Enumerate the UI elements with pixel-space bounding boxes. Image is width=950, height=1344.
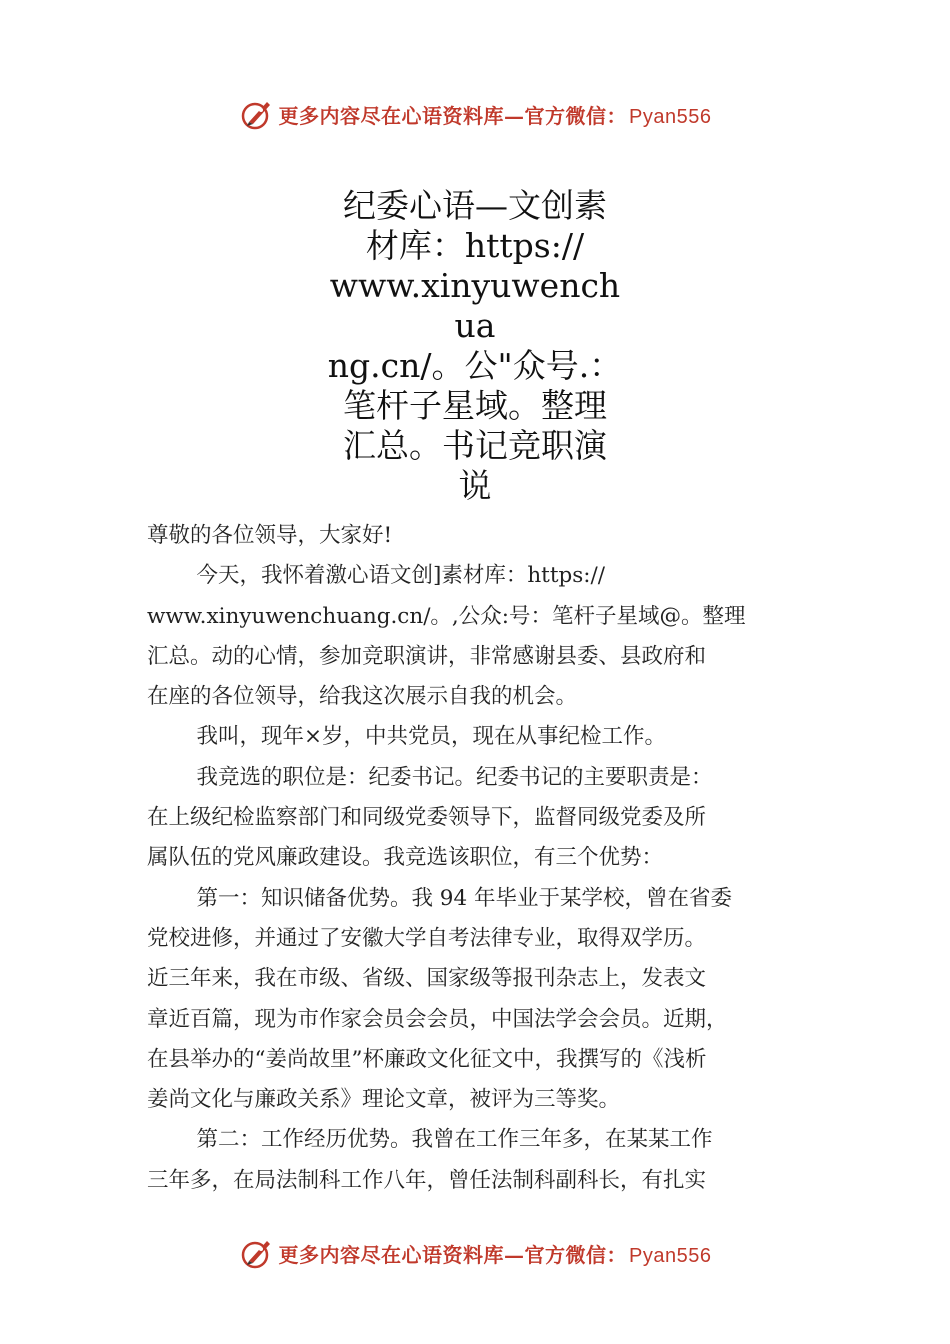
- document-title: [320, 186, 630, 506]
- quill-pen-logo-icon: [239, 1235, 275, 1271]
- paragraph-line: 属队伍的党风廉政建设。我竞选该职位，有三个优势：: [147, 845, 664, 871]
- paragraph-line: 我叫，现年×岁，中共党员，现在从事纪检工作。: [196, 724, 666, 750]
- paragraph-line: 在县举办的“姜尚故里”杯廉政文化征文中，我撰写的《浅析: [147, 1046, 707, 1072]
- paragraph-line: 在座的各位领导，给我这次展示自我的机会。: [147, 684, 578, 710]
- paragraph-line: 今天，我怀着激心语文创]素材库：https://: [196, 563, 605, 589]
- paragraph-line: 我竞选的职位是：纪委书记。纪委书记的主要职责是：: [196, 764, 713, 790]
- greeting: 尊敬的各位领导，大家好!: [147, 523, 393, 548]
- banner-text: 更多内容尽在心语资料库—官方微信： Pyan556: [278, 1242, 712, 1267]
- footer-watermark-banner: [0, 1233, 950, 1273]
- title-line: 汇总。书记竞职演: [343, 426, 607, 465]
- header-watermark-banner: [0, 94, 950, 134]
- paragraph-2: [147, 717, 813, 757]
- quill-pen-logo-icon: [239, 96, 275, 132]
- paragraph-line: www.xinyuwenchuang.cn/。,公众:号：笔杆子星域@。整理: [147, 603, 746, 629]
- paragraph-line: 三年多，在局法制科工作八年，曾任法制科副科长，有扎实: [147, 1167, 707, 1193]
- paragraph-3: [147, 758, 813, 879]
- title-line: 材库：https://: [365, 226, 585, 265]
- banner-handle: Pyan556: [629, 1244, 712, 1267]
- document-body: [147, 516, 813, 1201]
- banner-handle: Pyan556: [629, 105, 712, 128]
- paragraph-line: 近三年来，我在市级、省级、国家级等报刊杂志上，发表文: [147, 966, 707, 992]
- paragraph-line: 章近百篇，现为市作家会员会会员，中国法学会会员。近期，: [147, 1006, 728, 1032]
- paragraph-line: 在上级纪检监察部门和同级党委领导下，监督同级党委及所: [147, 805, 707, 831]
- title-line: ng.cn/。公"众号.：: [327, 346, 623, 385]
- title-line: 笔杆子星域。整理: [343, 386, 607, 425]
- paragraph-line: 第一：知识储备优势。我 94 年毕业于某学校，曾在省委: [196, 885, 732, 911]
- title-line: 说: [458, 466, 492, 505]
- paragraph-line: 姜尚文化与廉政关系》理论文章，被评为三等奖。: [147, 1087, 621, 1113]
- paragraph-line: 汇总。动的心情，参加竞职演讲，非常感谢县委、县政府和: [147, 643, 707, 669]
- title-line: www.xinyuwenchua: [329, 266, 621, 345]
- paragraph-line: 第二：工作经历优势。我曾在工作三年多，在某某工作: [196, 1127, 713, 1153]
- paragraph-line: 党校进修，并通过了安徽大学自考法律专业，取得双学历。: [147, 925, 707, 951]
- title-line: 纪委心语—文创素: [343, 186, 607, 225]
- paragraph-1: [147, 556, 813, 717]
- paragraph-4: [147, 879, 813, 1121]
- paragraph-5: [147, 1120, 813, 1201]
- banner-text: 更多内容尽在心语资料库—官方微信： Pyan556: [278, 103, 712, 128]
